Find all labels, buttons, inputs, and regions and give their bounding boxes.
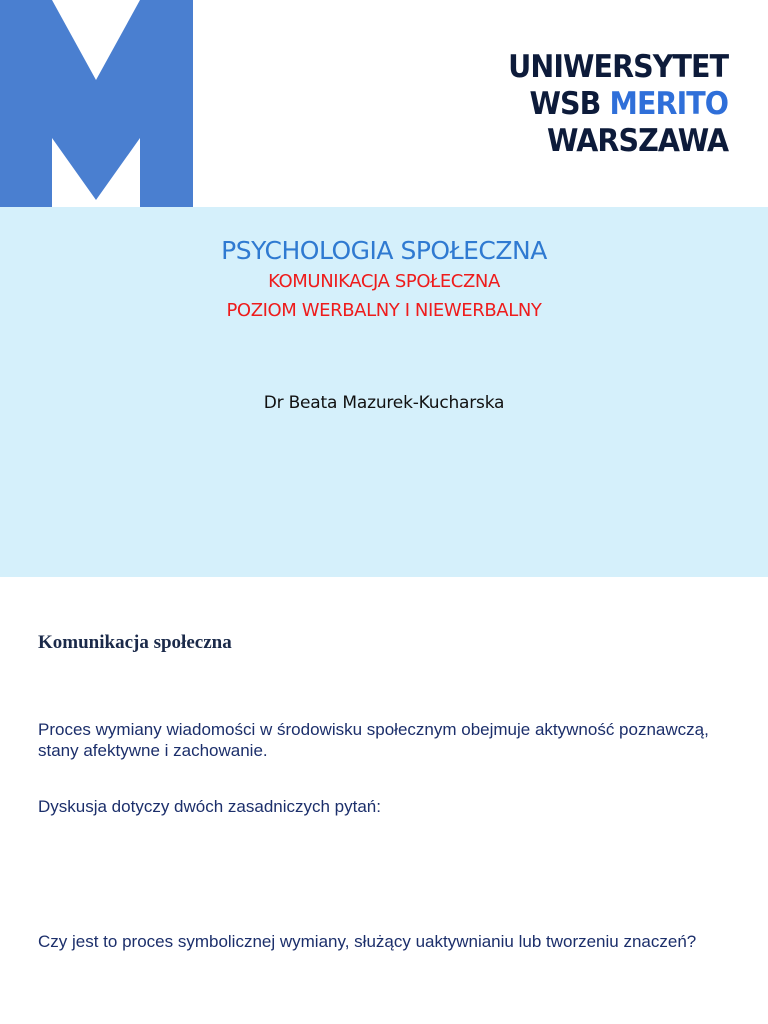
author-name: Dr Beata Mazurek-Kucharska [263, 393, 505, 413]
university-line-2-text: WSB [529, 86, 610, 122]
paragraph-definition: Proces wymiany wiadomości w środowisku społecznym obejmuje aktywność poznawczą, stany afektywne i zachowanie. [38, 720, 709, 760]
paragraph-discussion: Dyskusja dotyczy dwóch zasadniczych pytań: [38, 797, 381, 816]
university-line-1: UNIWERSYTET [507, 49, 728, 85]
content-slide [0, 577, 768, 1024]
letter-m-logo-icon [0, 0, 193, 207]
university-name [508, 49, 728, 160]
section-heading: Komunikacja społeczna [38, 632, 232, 653]
slide-title: PSYCHOLOGIA SPOŁECZNA [221, 236, 547, 265]
title-band [0, 207, 768, 577]
university-line-3: WARSZAWA [546, 123, 728, 159]
slide-subtitle-1: KOMUNIKACJA SPOŁECZNA [268, 271, 500, 292]
university-merito: MERITO [609, 86, 728, 122]
university-line-2 [508, 86, 728, 123]
slide-subtitle-2: POZIOM WERBALNY I NIEWERBALNY [226, 300, 542, 321]
paragraph-question: Czy jest to proces symbolicznej wymiany, służący uaktywnianiu lub tworzeniu znaczeń? [38, 932, 697, 951]
